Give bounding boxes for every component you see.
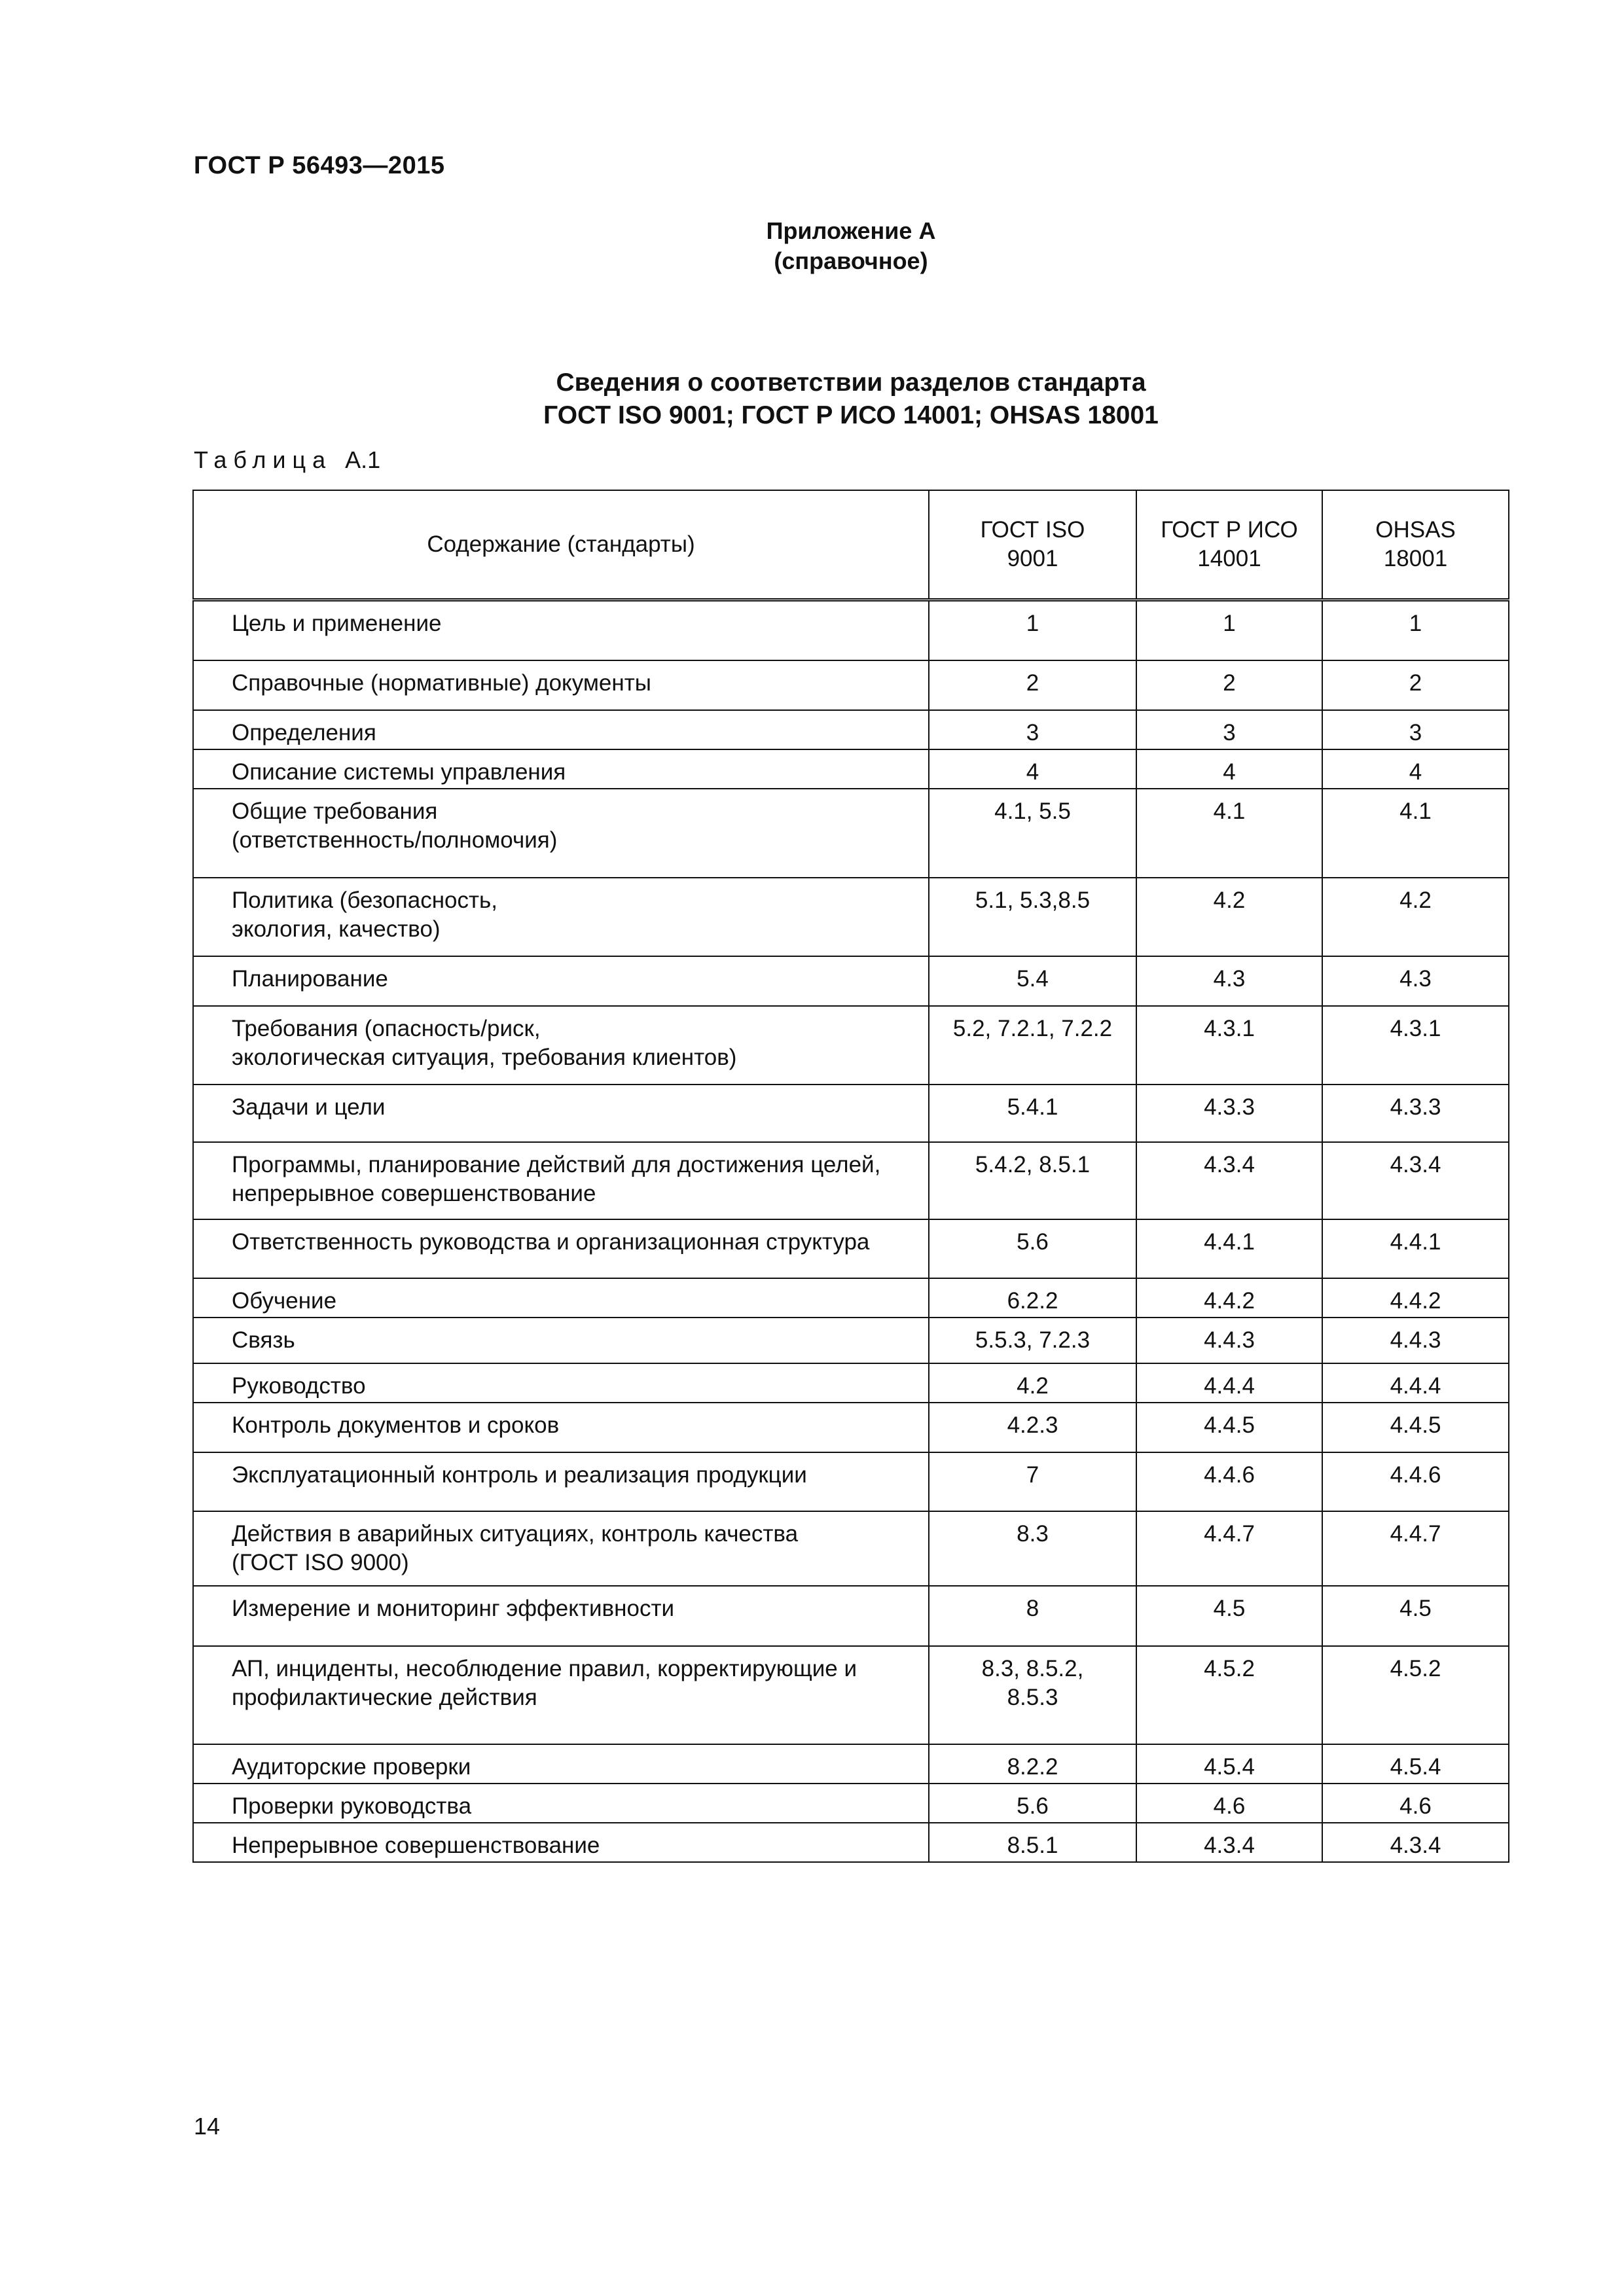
row-iso9001-cell — [929, 1219, 1136, 1278]
row-iso9001-value: 5.5.3, 7.2.3 — [975, 1327, 1091, 1353]
row-content-cell — [193, 1586, 929, 1646]
row-iso9001-value: 4.2 — [1017, 1372, 1049, 1399]
row-iso9001-cell — [929, 1586, 1136, 1646]
row-ohsas18001-value: 4.5.4 — [1322, 1744, 1509, 1784]
row-content-text: Непрерывное совершенствование — [232, 1832, 600, 1858]
row-content-cell — [193, 1744, 929, 1784]
row-iso14001-value: 4.4.7 — [1136, 1511, 1322, 1586]
table-row — [193, 1318, 1509, 1363]
row-iso14001-value: 4.4.5 — [1136, 1403, 1322, 1452]
row-content-cell — [193, 1511, 929, 1586]
row-content-text: экология, качество) — [232, 916, 441, 942]
row-iso14001-value: 4.5 — [1136, 1586, 1322, 1646]
row-iso9001-cell — [929, 1744, 1136, 1784]
header-content — [193, 490, 929, 600]
row-content-text: Ответственность руководства и организационная структура — [232, 1229, 870, 1255]
appendix-type: (справочное) — [774, 247, 928, 274]
row-iso14001-value: 3 — [1136, 710, 1322, 749]
row-iso9001-value: 3 — [1026, 719, 1039, 745]
row-ohsas18001-value: 4.3.4 — [1322, 1823, 1509, 1862]
table-row — [193, 1784, 1509, 1823]
row-iso14001-value: 4 — [1136, 749, 1322, 789]
row-ohsas18001-value: 4.4.2 — [1322, 1278, 1509, 1318]
row-content-text: Определения — [232, 719, 376, 745]
row-iso9001-value: 4.1, 5.5 — [994, 798, 1071, 824]
table-row — [193, 1142, 1509, 1219]
section-title-line2: ГОСТ ISO 9001; ГОСТ Р ИСО 14001; OHSAS 18001 — [543, 401, 1159, 429]
row-iso14001-value: 4.4.2 — [1136, 1278, 1322, 1318]
row-iso9001-value: 6.2.2 — [1007, 1287, 1058, 1314]
row-ohsas18001-value: 4.4.5 — [1322, 1403, 1509, 1452]
row-ohsas18001-value: 4.4.1 — [1322, 1219, 1509, 1278]
row-content-text: Требования (опасность/риск, — [232, 1015, 541, 1041]
table-row — [193, 1085, 1509, 1142]
row-ohsas18001-value: 4.4.7 — [1322, 1511, 1509, 1586]
row-iso9001-cell — [929, 660, 1136, 710]
header-iso14001-line2: 14001 — [1197, 546, 1261, 571]
row-iso14001-value: 4.3.3 — [1136, 1085, 1322, 1142]
row-iso9001-cell — [929, 1085, 1136, 1142]
row-iso14001-value: 4.1 — [1136, 789, 1322, 878]
row-iso9001-cell — [929, 1452, 1136, 1511]
table-caption — [194, 446, 380, 474]
table-row — [193, 1363, 1509, 1403]
row-ohsas18001-value: 4.3.1 — [1322, 1006, 1509, 1085]
correspondence-table — [192, 490, 1509, 1863]
row-iso9001-cell — [929, 878, 1136, 956]
row-content-text: Связь — [232, 1327, 295, 1353]
table-row — [193, 1278, 1509, 1318]
table-row — [193, 1219, 1509, 1278]
row-ohsas18001-value: 4.3 — [1322, 956, 1509, 1006]
table-caption-word: Таблица — [194, 446, 333, 473]
row-content-cell — [193, 1219, 929, 1278]
row-content-cell — [193, 1142, 929, 1219]
row-iso9001-value: 8 — [1026, 1595, 1039, 1621]
row-content-text: Аудиторские проверки — [232, 1753, 471, 1780]
row-content-cell — [193, 1452, 929, 1511]
row-content-cell — [193, 1823, 929, 1862]
table-row — [193, 956, 1509, 1006]
row-iso9001-cell — [929, 1142, 1136, 1219]
header-iso9001-line2: 9001 — [1007, 546, 1058, 571]
row-content-cell — [193, 600, 929, 660]
row-iso14001-value: 4.5.2 — [1136, 1646, 1322, 1744]
row-ohsas18001-value: 4.5 — [1322, 1586, 1509, 1646]
row-iso9001-value: 5.6 — [1017, 1793, 1049, 1819]
row-ohsas18001-value: 4.5.2 — [1322, 1646, 1509, 1744]
row-iso14001-value: 4.3.4 — [1136, 1142, 1322, 1219]
row-iso9001-value: 5.1, 5.3,8.5 — [975, 887, 1091, 913]
header-content-text: Содержание (стандарты) — [427, 531, 695, 557]
row-iso14001-value: 4.6 — [1136, 1784, 1322, 1823]
table-row — [193, 1511, 1509, 1586]
row-content-text: Планирование — [232, 965, 388, 992]
row-iso9001-value: 8.3 — [1017, 1520, 1049, 1547]
row-iso9001-cell — [929, 600, 1136, 660]
row-content-text: экологическая ситуация, требования клиентов) — [232, 1044, 737, 1070]
row-iso9001-value: 1 — [1026, 611, 1039, 636]
row-iso9001-cell — [929, 1006, 1136, 1085]
table-row — [193, 789, 1509, 878]
row-ohsas18001-value: 4.6 — [1322, 1784, 1509, 1823]
row-ohsas18001-value: 4.1 — [1322, 789, 1509, 878]
row-content-cell — [193, 1403, 929, 1452]
row-iso14001-value: 4.3.4 — [1136, 1823, 1322, 1862]
document-code: ГОСТ Р 56493—2015 — [194, 152, 445, 179]
row-content-cell — [193, 749, 929, 789]
row-ohsas18001-value: 4.3.3 — [1322, 1085, 1509, 1142]
row-iso9001-value: 5.4 — [1017, 965, 1049, 992]
table-row — [193, 1646, 1509, 1744]
row-content-cell — [193, 878, 929, 956]
row-iso9001-cell — [929, 1511, 1136, 1586]
row-content-text: Цель и применение — [232, 611, 442, 636]
table-row — [193, 1744, 1509, 1784]
row-content-text: Руководство — [232, 1372, 366, 1399]
header-ohsas18001 — [1322, 490, 1509, 600]
row-content-text: Проверки руководства — [232, 1793, 472, 1819]
table-body — [193, 600, 1509, 1862]
row-content-text: Справочные (нормативные) документы — [232, 670, 651, 696]
table-row — [193, 600, 1509, 660]
row-content-text: непрерывное совершенствование — [232, 1180, 596, 1206]
row-iso14001-value: 4.2 — [1136, 878, 1322, 956]
row-content-text: Эксплуатационный контроль и реализация продукции — [232, 1462, 807, 1488]
row-ohsas18001-value: 3 — [1322, 710, 1509, 749]
row-content-cell — [193, 1278, 929, 1318]
row-content-text: АП, инциденты, несоблюдение правил, корректирующие и — [232, 1655, 857, 1681]
row-iso9001-value: 5.4.1 — [1007, 1094, 1058, 1120]
table-row — [193, 1586, 1509, 1646]
row-content-text: (ответственность/полномочия) — [232, 827, 558, 853]
row-content-cell — [193, 1784, 929, 1823]
row-iso14001-value: 4.4.1 — [1136, 1219, 1322, 1278]
row-iso14001-value: 4.4.4 — [1136, 1363, 1322, 1403]
header-ohsas18001-line1: OHSAS — [1375, 517, 1456, 543]
row-iso9001-value: 4 — [1026, 759, 1039, 785]
row-iso9001-value: 8.5.1 — [1007, 1832, 1058, 1858]
page-number: 14 — [194, 2113, 221, 2140]
row-iso14001-value: 4.4.3 — [1136, 1318, 1322, 1363]
row-content-cell — [193, 1646, 929, 1744]
row-iso14001-value: 1 — [1136, 600, 1322, 660]
row-iso9001-value: 8.3, 8.5.2, — [981, 1655, 1084, 1681]
row-iso9001-value: 5.4.2, 8.5.1 — [975, 1151, 1091, 1177]
header-iso9001 — [929, 490, 1136, 600]
row-content-text: Обучение — [232, 1287, 337, 1314]
row-ohsas18001-value: 4.4.6 — [1322, 1452, 1509, 1511]
row-iso9001-cell — [929, 1646, 1136, 1744]
row-content-text: профилактические действия — [232, 1684, 537, 1710]
row-iso9001-cell — [929, 1403, 1136, 1452]
row-content-cell — [193, 1363, 929, 1403]
row-iso9001-cell — [929, 1784, 1136, 1823]
table-row — [193, 1006, 1509, 1085]
row-iso14001-value: 4.3.1 — [1136, 1006, 1322, 1085]
row-content-cell — [193, 1318, 929, 1363]
row-content-text: Действия в аварийных ситуациях, контроль качества — [232, 1520, 799, 1547]
row-iso9001-cell — [929, 956, 1136, 1006]
row-iso9001-cell — [929, 749, 1136, 789]
row-content-cell — [193, 1006, 929, 1085]
table-row — [193, 878, 1509, 956]
header-iso9001-line1: ГОСТ ISO — [980, 517, 1085, 543]
row-ohsas18001-value: 4 — [1322, 749, 1509, 789]
row-iso14001-value: 4.3 — [1136, 956, 1322, 1006]
row-iso9001-value: 4.2.3 — [1007, 1412, 1058, 1438]
table-row — [193, 1823, 1509, 1862]
table-row — [193, 1452, 1509, 1511]
row-iso9001-cell — [929, 1278, 1136, 1318]
table-row — [193, 1403, 1509, 1452]
row-ohsas18001-value: 4.4.3 — [1322, 1318, 1509, 1363]
row-iso9001-value: 7 — [1026, 1462, 1039, 1488]
row-iso9001-value: 5.2, 7.2.1, 7.2.2 — [952, 1015, 1113, 1041]
row-iso9001-cell — [929, 1823, 1136, 1862]
row-iso9001-cell — [929, 789, 1136, 878]
row-content-text: Общие требования — [232, 798, 438, 824]
row-iso14001-value: 2 — [1136, 660, 1322, 710]
table-caption-number: А.1 — [345, 446, 381, 473]
row-content-cell — [193, 956, 929, 1006]
row-ohsas18001-value: 4.2 — [1322, 878, 1509, 956]
row-iso9001-value: 8.5.3 — [1007, 1684, 1058, 1710]
row-content-text: Задачи и цели — [232, 1094, 386, 1120]
header-ohsas18001-line2: 18001 — [1383, 546, 1448, 571]
row-ohsas18001-value: 1 — [1322, 600, 1509, 660]
row-ohsas18001-value: 2 — [1322, 660, 1509, 710]
row-iso9001-cell — [929, 1318, 1136, 1363]
row-ohsas18001-value: 4.3.4 — [1322, 1142, 1509, 1219]
row-iso9001-value: 5.6 — [1017, 1229, 1049, 1255]
header-iso14001-line1: ГОСТ Р ИСО — [1161, 517, 1298, 543]
table-row — [193, 660, 1509, 710]
row-content-text: Измерение и мониторинг эффективности — [232, 1595, 675, 1621]
row-ohsas18001-value: 4.4.4 — [1322, 1363, 1509, 1403]
row-content-text: Политика (безопасность, — [232, 887, 498, 913]
table-header-row — [193, 490, 1509, 600]
row-content-cell — [193, 710, 929, 749]
appendix-title: Приложение А — [766, 217, 936, 244]
row-content-text: Описание системы управления — [232, 759, 566, 785]
row-content-cell — [193, 789, 929, 878]
row-iso14001-value: 4.5.4 — [1136, 1744, 1322, 1784]
row-content-text: (ГОСТ ISO 9000) — [232, 1549, 409, 1575]
row-iso9001-value: 8.2.2 — [1007, 1753, 1058, 1780]
row-iso9001-cell — [929, 710, 1136, 749]
row-content-text: Контроль документов и сроков — [232, 1412, 560, 1438]
table-row — [193, 749, 1509, 789]
row-content-cell — [193, 1085, 929, 1142]
row-iso14001-value: 4.4.6 — [1136, 1452, 1322, 1511]
row-content-cell — [193, 660, 929, 710]
header-iso14001 — [1136, 490, 1322, 600]
row-iso9001-value: 2 — [1026, 670, 1039, 696]
row-content-text: Программы, планирование действий для достижения целей, — [232, 1151, 881, 1177]
section-title-line1: Сведения о соответствии разделов стандарта — [556, 368, 1146, 397]
row-iso9001-cell — [929, 1363, 1136, 1403]
table-row — [193, 710, 1509, 749]
